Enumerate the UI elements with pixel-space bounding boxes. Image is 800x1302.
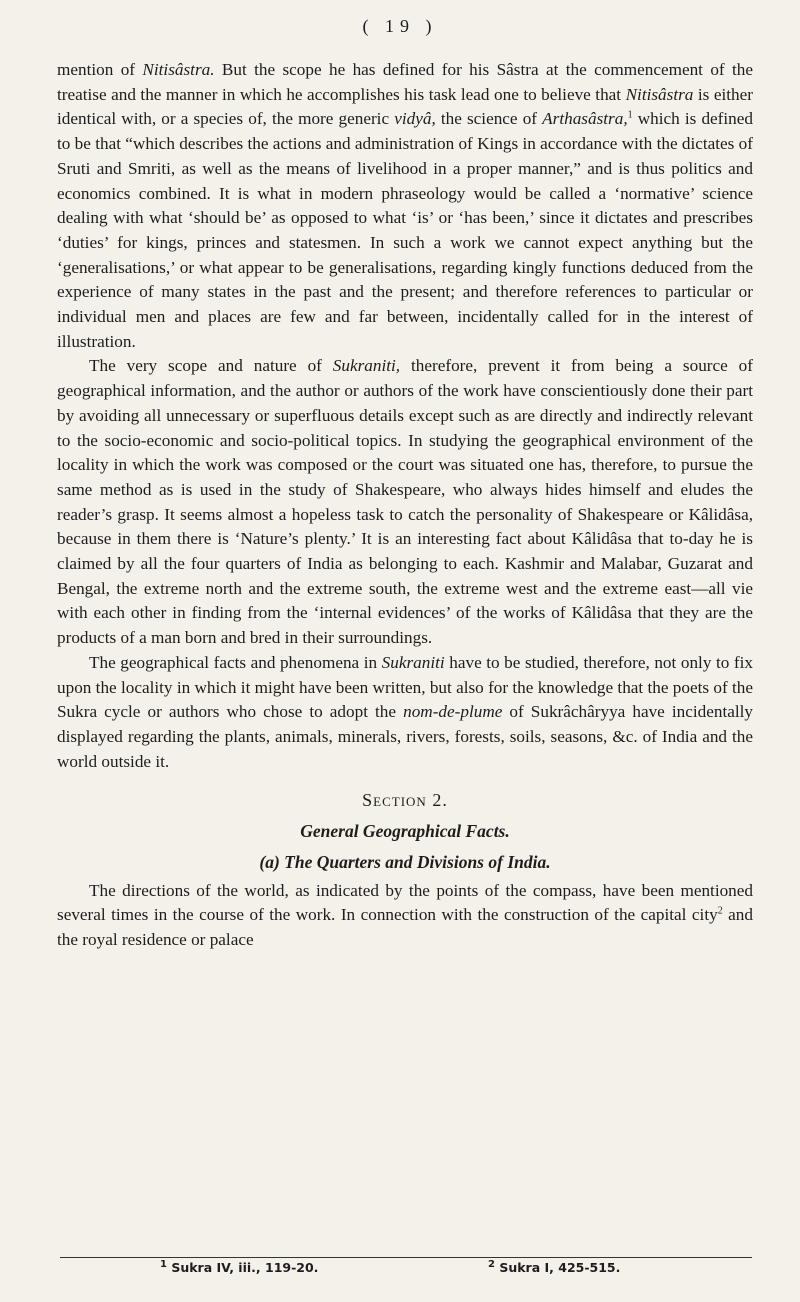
footnote-ref[interactable]: 1 [627, 109, 633, 121]
footnote-ref[interactable]: 2 [717, 905, 723, 917]
italic-term: Sukraniti [381, 652, 445, 672]
italic-term: nom-de-plume [403, 702, 503, 722]
page-body [57, 58, 753, 953]
text-run: of Sukrâchâryya have incidentally displayed regarding the plants, animals, minerals, rivers, forests, soils, seasons, &c. of India and the world outside it. [57, 702, 753, 771]
footnote-mark: 1 [160, 1258, 167, 1270]
text-run: But the scope he has defined for his Sâstra at the commencement of the treatise and the manner in which he accomplishes his task lead one to believe that [57, 60, 754, 104]
footnote-1 [160, 1260, 318, 1275]
paragraph-1 [57, 58, 753, 354]
text-run: is either identical with, or a species of, the more generic [57, 84, 753, 129]
text-run: and the royal residence or palace [57, 905, 753, 949]
footnote-text: Sukra I, 425-515. [499, 1260, 621, 1275]
footnote-divider [60, 1257, 752, 1258]
italic-term: Arthasâstra, [542, 109, 628, 129]
paragraph-4 [57, 879, 753, 953]
section-heading: Section 2. [362, 790, 448, 811]
text-run: The directions of the world, as indicated by the points of the compass, have been mentioned several times in the course of the work. In connection with the construction of the capital city [57, 880, 753, 925]
italic-term: vidyâ, [394, 109, 436, 129]
text-run: therefore, prevent it from being a source of geographical information, and the author or authors of the work have conscientiously done their part by avoiding all unnecessary or superfluous details except such as are directly and indirectly relevant to the socio-economic and socio-political topics. In studying the geographical environment of the locality in which the work was composed or the court was situated one has, therefore, to pursue the same method as is used in the study of Shakespeare, who always hides himself and eludes the reader’s grasp. It seems almost a hopeless task to catch the personality of Shakespeare or Kâlidâsa, because in them there is ‘Nature’s plenty.’ It is an interesting fact about Kâlidâsa that to-day he is claimed by all the four quarters of India as belonging to each. Kashmir and Malabar, Guzarat and Bengal, the extreme north and the extreme south, the extreme west and the extreme east—all vie with each other in finding from the ‘internal evidences’ of the works of Kâlidâsa that they are the products of a man born and bred in their surroundings. [57, 356, 753, 648]
text-run: have to be studied, therefore, not only to fix upon the locality in which it might have been written, but also for the knowledge that the poets of the Sukra cycle or authors who chose to adopt the [57, 652, 753, 722]
footnote-2 [488, 1260, 620, 1275]
footnote-mark: 2 [488, 1258, 495, 1270]
footnote-text: Sukra IV, iii., 119-20. [171, 1260, 319, 1275]
italic-term: Nitisâstra. [142, 60, 215, 79]
italic-term: Sukraniti, [332, 356, 401, 376]
section-title: General Geographical Facts. [300, 821, 510, 842]
paragraph-2 [57, 354, 753, 650]
text-run: which is defined to be that “which describes the actions and administration of Kings in accordance with the dictates of Sruti and Smriti, as well as the means of livelihood in a proper manner,” and is thus politics and economics combined. It is what in modern phraseology would be called a ‘normative’ science dealing with what ‘should be’ as opposed to what ‘is’ or ‘has been,’ since it dictates and prescribes ‘duties’ for kings, princes and statesmen. In such a work we cannot expect anything but the ‘generalisations,’ or what appear to be generalisations, regarding kingly functions deduced from the experience of many states in the past and the present; and therefore references to particular or individual men and places are few and far between, incidentally called for in the interest of illustration. [57, 109, 753, 351]
italic-term: Nitisâstra [625, 84, 694, 104]
text-run: mention of [57, 60, 143, 79]
paragraph-3 [57, 651, 753, 775]
subsection-title: (a) The Quarters and Divisions of India. [259, 851, 551, 872]
text-run: the science of [435, 109, 543, 129]
text-run: The very scope and nature of [89, 356, 333, 376]
page-number: ( 19 ) [362, 16, 438, 36]
text-run: The geographical facts and phenomena in [89, 652, 382, 672]
